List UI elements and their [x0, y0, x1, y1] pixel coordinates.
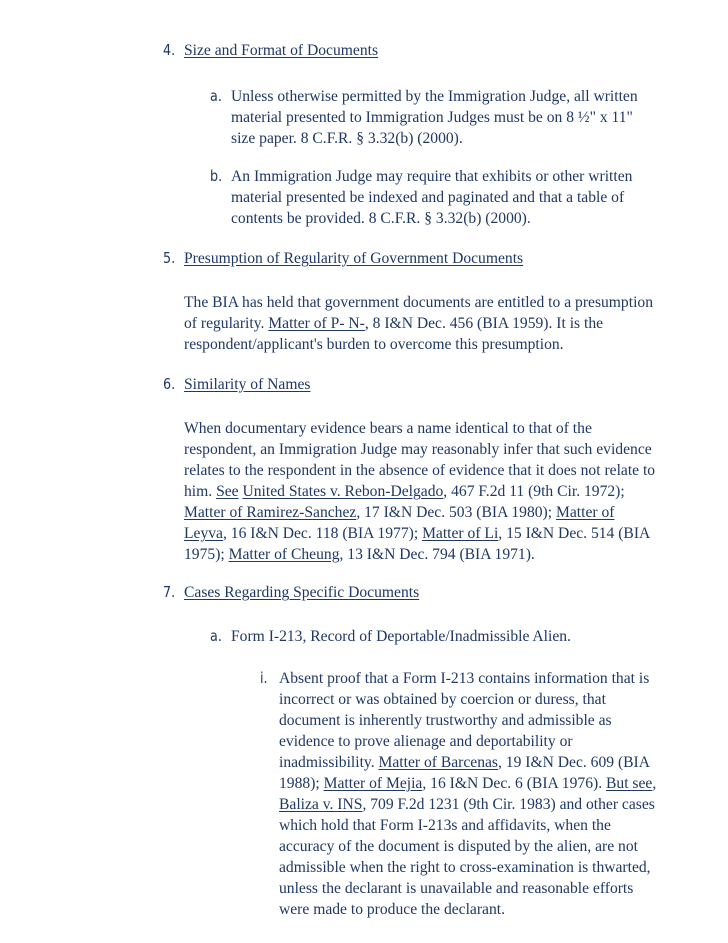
paragraph-line: Absent proof that a Form I-213 contains information that is: [279, 670, 650, 687]
section-number: 7.: [163, 583, 176, 601]
paragraph-line: contents be provided. 8 C.F.R. § 3.32(b) (2000).: [231, 210, 531, 227]
subsection-letter: b.: [210, 167, 223, 185]
signal-see: See: [216, 483, 239, 500]
signal-but-see: But see: [606, 775, 653, 792]
case-citation-link: Matter of Cheung: [228, 546, 340, 563]
paragraph-line: document is inherently trustworthy and admissible as: [279, 712, 612, 729]
paragraph-line: respondent/applicant's burden to overcome this presumption.: [184, 336, 564, 353]
paragraph-line: 1988); Matter of Mejia, 16 I&N Dec. 6 (BIA 1976). But see,: [279, 775, 657, 792]
paragraph-line: When documentary evidence bears a name identical to that of the: [184, 420, 592, 437]
item-numeral: i.: [260, 669, 268, 687]
section-heading: Size and Format of Documents: [184, 42, 379, 59]
paragraph-line: 1975); Matter of Cheung, 13 I&N Dec. 794 (BIA 1971).: [184, 546, 535, 563]
case-citation-link: Matter of Ramirez-Sanchez: [184, 504, 357, 521]
paragraph-line: The BIA has held that government documents are entitled to a presumption: [184, 294, 653, 311]
paragraph-line: Baliza v. INS, 709 F.2d 1231 (9th Cir. 1983) and other cases: [279, 796, 655, 813]
case-citation-link: United States v. Rebon-Delgado: [242, 483, 444, 500]
case-citation-link: Matter of Barcenas: [378, 754, 498, 771]
paragraph-line: size paper. 8 C.F.R. § 3.32(b) (2000).: [231, 130, 463, 147]
paragraph-line: material presented be indexed and paginated and that a table of: [231, 189, 625, 206]
section-heading: Presumption of Regularity of Government Documents: [184, 250, 524, 267]
section-number: 5.: [163, 249, 176, 267]
case-citation-link: Matter of Mejia: [323, 775, 423, 792]
paragraph-line: inadmissibility. Matter of Barcenas, 19 I&N Dec. 609 (BIA: [279, 754, 651, 771]
paragraph-line: material presented to Immigration Judges must be on 8 ½" x 11": [231, 109, 633, 126]
paragraph-line: evidence to prove alienage and deportability or: [279, 733, 573, 750]
paragraph-line: Leyva, 16 I&N Dec. 118 (BIA 1977); Matter of Li, 15 I&N Dec. 514 (BIA: [184, 525, 651, 542]
paragraph-line: respondent, an Immigration Judge may reasonably infer that such evidence: [184, 441, 652, 458]
section-heading: Similarity of Names: [184, 376, 311, 393]
section-number: 6.: [163, 375, 176, 393]
paragraph-line: of regularity. Matter of P- N-, 8 I&N Dec. 456 (BIA 1959). It is the: [184, 315, 604, 332]
paragraph-line: accuracy of the document is disputed by the alien, are not: [279, 838, 638, 855]
case-citation-link: Matter of Li: [422, 525, 499, 542]
subsection-letter: a.: [210, 627, 222, 645]
case-citation-link: Matter of P- N-: [268, 315, 365, 332]
paragraph-line: relates to the respondent in the absence of evidence that it does not relate to: [184, 462, 656, 479]
case-citation-link: Baliza v. INS: [279, 796, 363, 813]
section-heading: Cases Regarding Specific Documents: [184, 584, 420, 601]
paragraph-line: him. See United States v. Rebon-Delgado, 467 F.2d 11 (9th Cir. 1972);: [184, 483, 625, 500]
paragraph-line: Form I-213, Record of Deportable/Inadmissible Alien.: [231, 628, 571, 645]
paragraph-line: Unless otherwise permitted by the Immigration Judge, all written: [231, 88, 638, 105]
paragraph-line: Matter of Ramirez-Sanchez, 17 I&N Dec. 503 (BIA 1980); Matter of: [184, 504, 615, 521]
paragraph-line: admissible when the right to cross-examination is thwarted,: [279, 859, 651, 876]
case-citation-link: Matter of: [556, 504, 615, 521]
paragraph-line: which hold that Form I-213s and affidavits, when the: [279, 817, 611, 834]
paragraph-line: An Immigration Judge may require that exhibits or other written: [231, 168, 633, 185]
case-citation-link: Leyva: [184, 525, 223, 542]
paragraph-line: incorrect or was obtained by coercion or duress, that: [279, 691, 606, 708]
subsection-letter: a.: [210, 87, 222, 105]
paragraph-line: were made to produce the declarant.: [279, 901, 505, 918]
section-number: 4.: [163, 41, 176, 59]
paragraph-line: unless the declarant is unavailable and reasonable efforts: [279, 880, 634, 897]
